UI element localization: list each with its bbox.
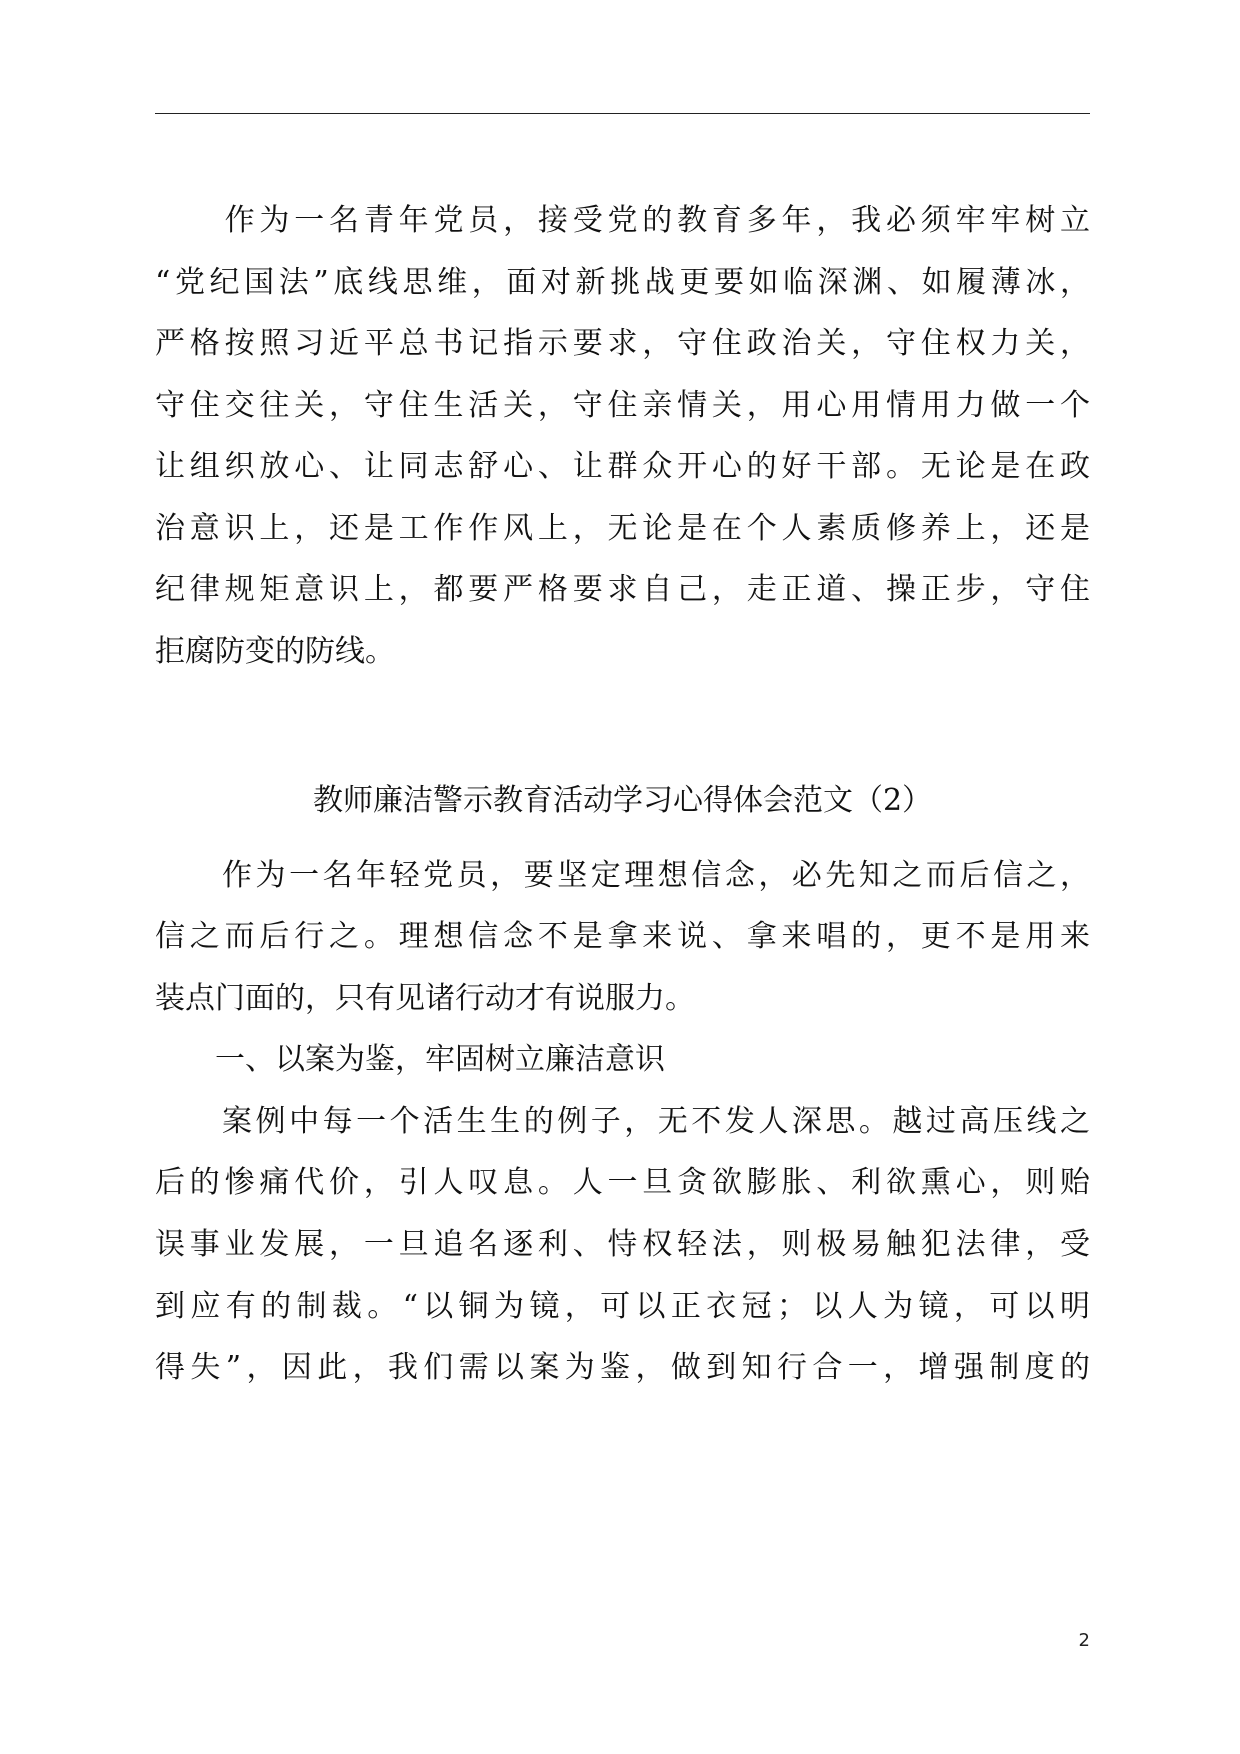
page-number: 2 — [1078, 1630, 1090, 1651]
paragraph-line: 后的惨痛代价，引人叹息。人一旦贪欲膨胀、利欲熏心，则贻 — [155, 1165, 1090, 1200]
paragraph-line: 守住交往关，守住生活关，守住亲情关，用心用情用力做一个 — [155, 388, 1090, 423]
paragraph-line: 案例中每一个活生生的例子，无不发人深思。越过高压线之 — [155, 1104, 1090, 1139]
paragraph-line: 作为一名年轻党员，要坚定理想信念，必先知之而后信之， — [155, 858, 1090, 893]
paragraph-line: 装点门面的，只有见诸行动才有说服力。 — [155, 981, 695, 1016]
paragraph-line: 严格按照习近平总书记指示要求，守住政治关，守住权力关， — [155, 326, 1090, 361]
paragraph-line: 误事业发展，一旦追名逐利、恃权轻法，则极易触犯法律，受 — [155, 1227, 1090, 1262]
paragraph-line: 治意识上，还是工作作风上，无论是在个人素质修养上，还是 — [155, 511, 1090, 546]
paragraph-line: 拒腐防变的防线。 — [155, 634, 395, 669]
heading-1: 一、以案为鉴，牢固树立廉洁意识 — [155, 1042, 665, 1077]
paragraph-line: 到应有的制裁。“以铜为镜，可以正衣冠；以人为镜，可以明 — [155, 1289, 1090, 1324]
paragraph-line: 信之而后行之。理想信念不是拿来说、拿来唱的，更不是用来 — [155, 919, 1090, 954]
paragraph-line: 作为一名青年党员，接受党的教育多年，我必须牢牢树立 — [155, 203, 1090, 238]
paragraph-line: 得失”，因此，我们需以案为鉴，做到知行合一，增强制度的 — [155, 1350, 1090, 1385]
section-title: 教师廉洁警示教育活动学习心得体会范文（2） — [312, 783, 933, 818]
paragraph-line: 让组织放心、让同志舒心、让群众开心的好干部。无论是在政 — [155, 449, 1090, 484]
header-rule — [155, 113, 1090, 114]
paragraph-line: 纪律规矩意识上，都要严格要求自己，走正道、操正步，守住 — [155, 572, 1090, 607]
paragraph-line: “党纪国法”底线思维，面对新挑战更要如临深渊、如履薄冰， — [155, 265, 1090, 300]
